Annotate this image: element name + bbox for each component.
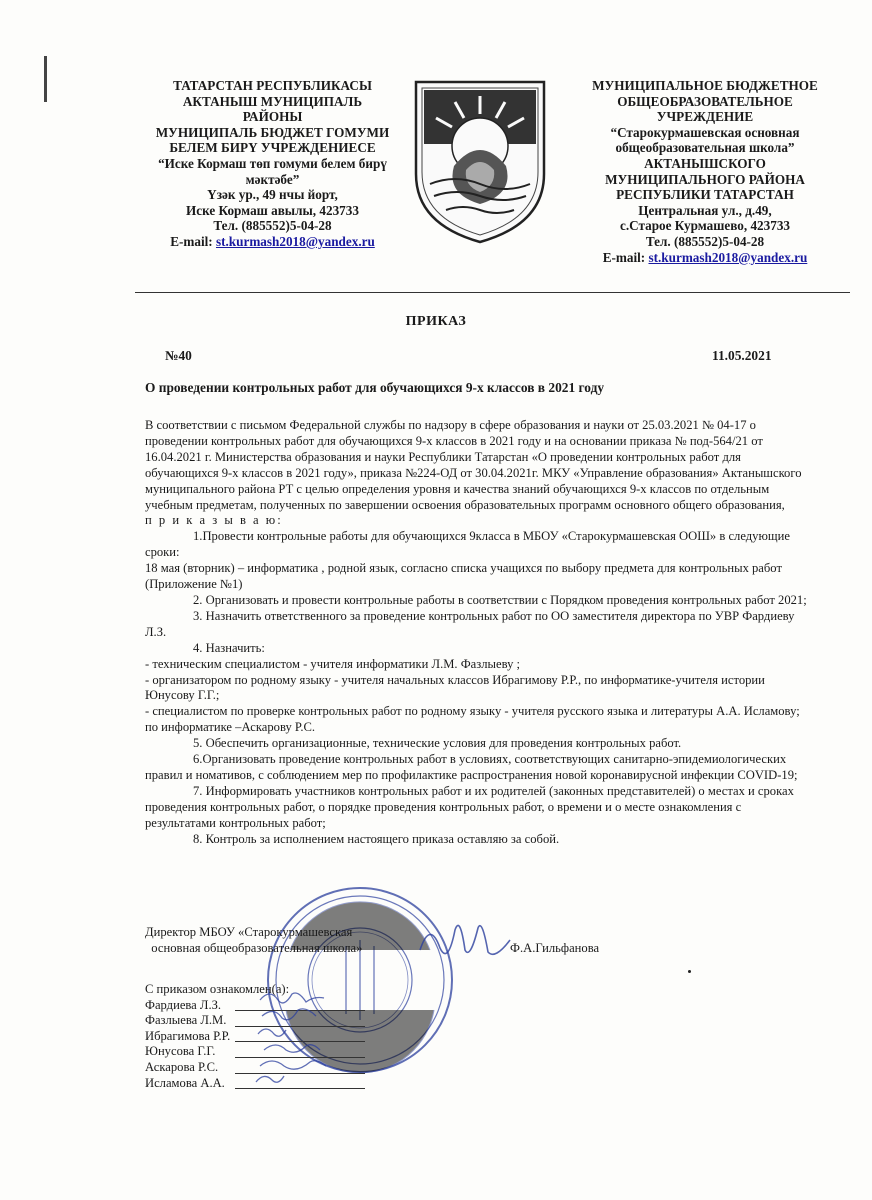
director-block: [145, 925, 745, 957]
ack-name: Фардиева Л.З.: [145, 997, 222, 1012]
item-4-b: - организатором по родному языку - учителя начальных классов Ибрагимову Р.Р., по информатике-учителя истории Юнусову Г.Г.;: [145, 672, 765, 703]
item-2: 2. Организовать и провести контрольные работы в соответствии с Порядком проведения контрольных работ 2021;: [193, 592, 807, 607]
item-4-c: - специалистом по проверке контрольных работ по родному языку - учителя русского языка и литературы А.А. Исламову; по информатике –Аскарову Р.С.: [145, 704, 800, 735]
header-right-line: ОБЩЕОБРАЗОВАТЕЛЬНОЕ: [617, 93, 793, 109]
item-4-a: - техническим специалистом - учителя информатики Л.М. Фазлыеву ;: [145, 656, 521, 671]
email-label: E-mail:: [602, 249, 649, 265]
header-left-line: ТАТАРСТАН РЕСПУБЛИКАСЫ: [173, 78, 372, 93]
item-1: 1.Провести контрольные работы для обучающихся 9класса в МБОУ «Старокурмашевская ООШ» в следующие сроки:: [145, 529, 790, 560]
header-right-line: Тел. (885552)5-04-28: [645, 233, 765, 249]
email-label: E-mail:: [170, 233, 216, 249]
header-right: [560, 78, 850, 265]
header-right-line: общеобразовательная школа”: [615, 140, 795, 156]
header-right-email-row: [560, 250, 850, 266]
item-4: 4. Назначить:: [193, 640, 265, 655]
header-left-line: Иске Кормаш авылы, 423733: [186, 202, 359, 218]
director-position: Директор МБОУ «Старокурмашевская: [145, 925, 353, 939]
header-left-line: мәктәбе”: [245, 171, 300, 187]
order-subject: О проведении контрольных работ для обучающихся 9-х классов в 2021 году: [145, 380, 605, 395]
header-right-line: Центральная ул., д.49,: [638, 202, 772, 218]
header-left-line: БЕЛЕМ БИРҮ УЧРЕЖДЕНИЕСЕ: [169, 140, 376, 156]
header-right-line: АКТАНЫШСКОГО: [644, 155, 766, 171]
order-number: №40: [165, 348, 192, 363]
item-6: 6.Организовать проведение контрольных работ в условиях, соответствующих санитарно-эпидемиологических правил и номативов, с соблюдением мер по профилактике распространения новой коронавирусной инфекции COVID-19;: [145, 752, 798, 782]
header-right-line: МУНИЦИПАЛЬНОЕ БЮДЖЕТНОЕ: [592, 78, 818, 93]
item-3: 3. Назначить ответственного за проведение контрольных работ по ОО заместителя директора по УВР Фардиеву Л.З.: [145, 608, 795, 639]
header-left-line: Тел. (885552)5-04-28: [213, 218, 332, 234]
email-link[interactable]: st.kurmash2018@yandex.ru: [648, 249, 808, 265]
scan-mark: [44, 56, 47, 102]
header-left-line: АКТАНЫШ МУНИЦИПАЛЬ: [182, 93, 363, 109]
signature-line: [235, 1088, 365, 1089]
header-left: [150, 78, 395, 250]
header-right-line: МУНИЦИПАЛЬНОГО РАЙОНА: [605, 171, 805, 187]
order-body: [145, 418, 810, 847]
director-position: основная общеобразовательная школа»: [145, 940, 363, 955]
item-7: 7. Информировать участников контрольных работ и их родителей (законных представителей) о местах и сроках проведения контрольных работ, о порядке проведения контрольных работ, о времени и о месте ознакомления с результатами контрольных работ;: [145, 783, 794, 830]
director-name: Ф.А.Гильфанова: [510, 941, 600, 955]
ack-name: Аскарова Р.С.: [145, 1059, 219, 1074]
order-word: п р и к а з ы в а ю:: [145, 513, 283, 528]
header-left-line: РАЙОНЫ: [242, 109, 303, 125]
header-divider: [135, 292, 850, 293]
item-8: 8. Контроль за исполнением настоящего приказа оставляю за собой.: [193, 831, 560, 846]
header-left-line: “Иске Кормаш төп гомуми белем бирү: [158, 155, 387, 171]
header-left-email-row: [150, 234, 395, 250]
ack-name: Ибрагимова Р.Р.: [145, 1028, 231, 1043]
header-left-line: Үзәк ур., 49 нчы йорт,: [207, 187, 338, 203]
speck: [688, 970, 691, 973]
header-left-line: МУНИЦИПАЛЬ БЮДЖЕТ ГОМУМИ: [155, 124, 390, 140]
header-right-line: “Старокурмашевская основная: [610, 124, 800, 140]
item-5: 5. Обеспечить организационные, технические условия для проведения контрольных работ.: [193, 736, 682, 751]
coat-of-arms-emblem: [410, 74, 550, 246]
acknowledgement-heading: С приказом ознакомлен(а):: [145, 982, 290, 996]
ack-name: Исламова А.А.: [145, 1075, 225, 1090]
order-date: 11.05.2021: [712, 348, 772, 363]
ack-name: Юнусова Г.Г.: [145, 1044, 216, 1059]
document-title: ПРИКАЗ: [405, 314, 467, 329]
header-right-line: с.Старое Курмашево, 423733: [619, 218, 791, 234]
preamble: В соответствии с письмом Федеральной службы по надзору в сфере образования и науки от 25.03.2021 № 04-17 о проведении контрольных работ для обучающихся 9-х классов в 2021 году и на основании приказа № под-564/21 от 16.04.2021 г. Министерства образования и науки Республики Татарстан «О проведении контрольных работ для обучающихся 9-х классов в 2021 году», приказа №224-ОД от 30.04.2021г. МКУ «Управление образования» Актанышского муниципального района РТ с целью определения уровня и качества знаний обучающихся 9-х классов по отдельным учебным предметам, полученных по завершении освоения образовательных программ основного общего образования,: [145, 418, 802, 512]
ack-name: Фазлыева Л.М.: [145, 1013, 227, 1028]
email-link[interactable]: st.kurmash2018@yandex.ru: [215, 233, 375, 249]
header-right-line: РЕСПУБЛИКИ ТАТАРСТАН: [616, 187, 794, 203]
header-right-line: УЧРЕЖДЕНИЕ: [656, 109, 754, 125]
staff-signatures: [240, 988, 360, 1088]
item-1-detail: 18 мая (вторник) – информатика , родной язык, согласно списка учащихся по выбору предмета для контрольных работ (Приложение №1): [145, 561, 782, 592]
